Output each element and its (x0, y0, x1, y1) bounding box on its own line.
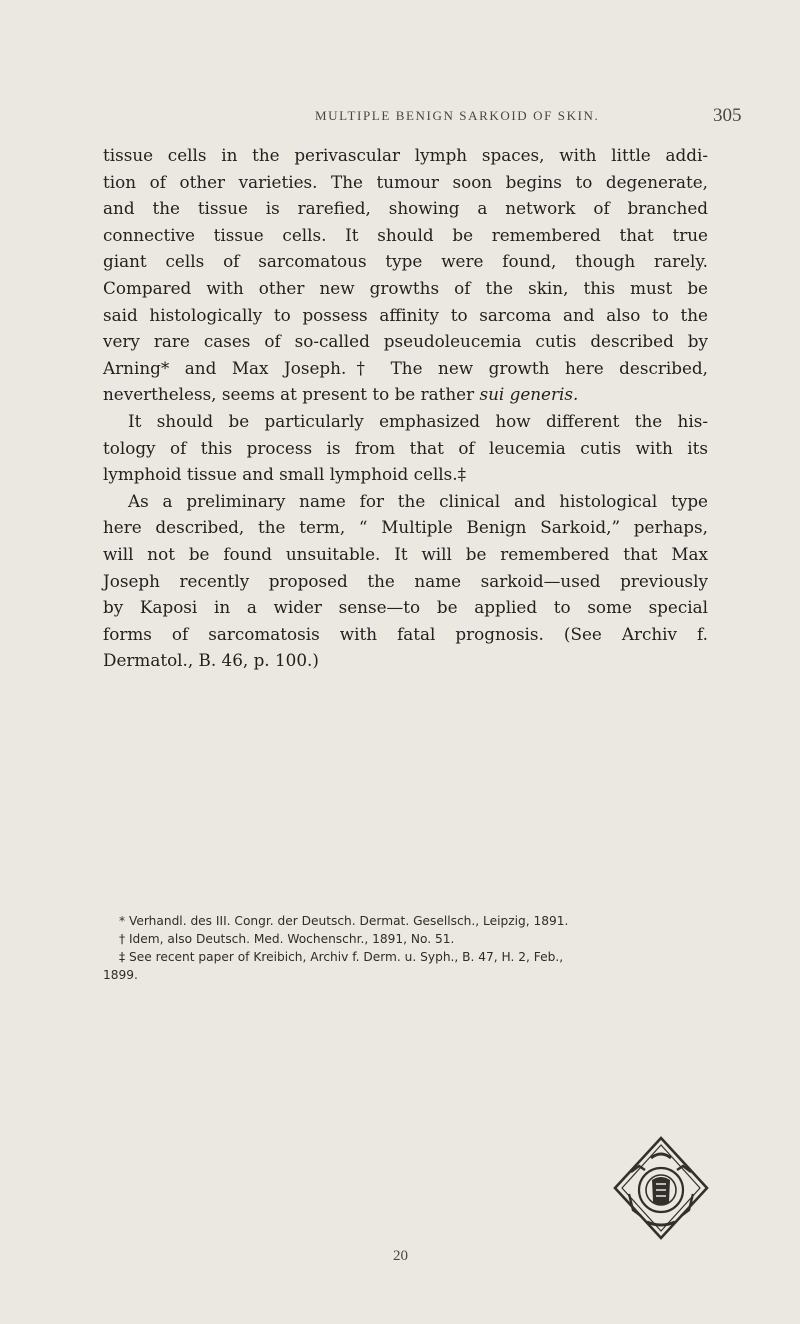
paragraph-2 (103, 408, 708, 488)
text-line (103, 381, 708, 408)
text-line: forms of sarcomatosis with fatal prognosis. (See Archiv f. (103, 623, 708, 644)
text-line: It should be particularly emphasized how different the his- (128, 410, 708, 431)
italic-phrase: sui generis. (479, 384, 579, 405)
text-line: Arning* and Max Joseph.† The new growth here described, (103, 357, 708, 378)
text-line: will not be found unsuitable. It will be remembered that Max (103, 543, 708, 564)
text-line: tology of this process is from that of leucemia cutis with its (103, 437, 708, 458)
running-head (0, 105, 800, 128)
text-line: tissue cells in the perivascular lymph spaces, with little addi- (103, 145, 708, 165)
footnote-2: † Idem, also Deutsch. Med. Wochenschr., 1891, No. 51. (119, 932, 455, 946)
text-line: Joseph recently proposed the name sarkoid—used previously (103, 570, 708, 591)
footnote-1: * Verhandl. des III. Congr. der Deutsch. Dermat. Gesellsch., Leipzig, 1891. (119, 914, 569, 928)
paragraph-1 (103, 142, 708, 408)
text-line: connective tissue cells. It should be remembered that true (103, 224, 708, 245)
folio-number: 20 (393, 1248, 408, 1264)
library-seal-icon (611, 1136, 711, 1240)
text-line: giant cells of sarcomatous type were found, though rarely. (103, 251, 708, 272)
text-line: tion of other varieties. The tumour soon begins to degenerate, (103, 171, 708, 192)
footnotes (103, 912, 708, 984)
page-number: 305 (713, 105, 742, 126)
text-line: As a preliminary name for the clinical and histological type (128, 490, 708, 511)
text-line: by Kaposi in a wider sense—to be applied to some special (103, 597, 708, 618)
text-line: said histologically to possess affinity to sarcoma and also to the (103, 304, 708, 325)
text-line: here described, the term, “ Multiple Benign Sarkoid,” perhaps, (103, 517, 708, 538)
footnote-3-continued: 1899. (103, 968, 138, 982)
paragraph-3 (103, 488, 708, 674)
text-segment: nevertheless, seems at present to be rather (103, 384, 480, 405)
text-line: Dermatol., B. 46, p. 100.) (103, 650, 319, 671)
text-line: very rare cases of so-called pseudoleucemia cutis described by (103, 331, 708, 352)
text-line: and the tissue is rarefied, showing a network of branched (103, 198, 708, 219)
text-line: Compared with other new growths of the skin, this must be (103, 277, 708, 298)
footnote-3: ‡ See recent paper of Kreibich, Archiv f. Derm. u. Syph., B. 47, H. 2, Feb., (119, 950, 564, 964)
text-line: lymphoid tissue and small lymphoid cells.‡ (103, 464, 467, 485)
body-text (103, 142, 708, 674)
running-title: MULTIPLE BENIGN SARKOID OF SKIN. (315, 108, 600, 123)
